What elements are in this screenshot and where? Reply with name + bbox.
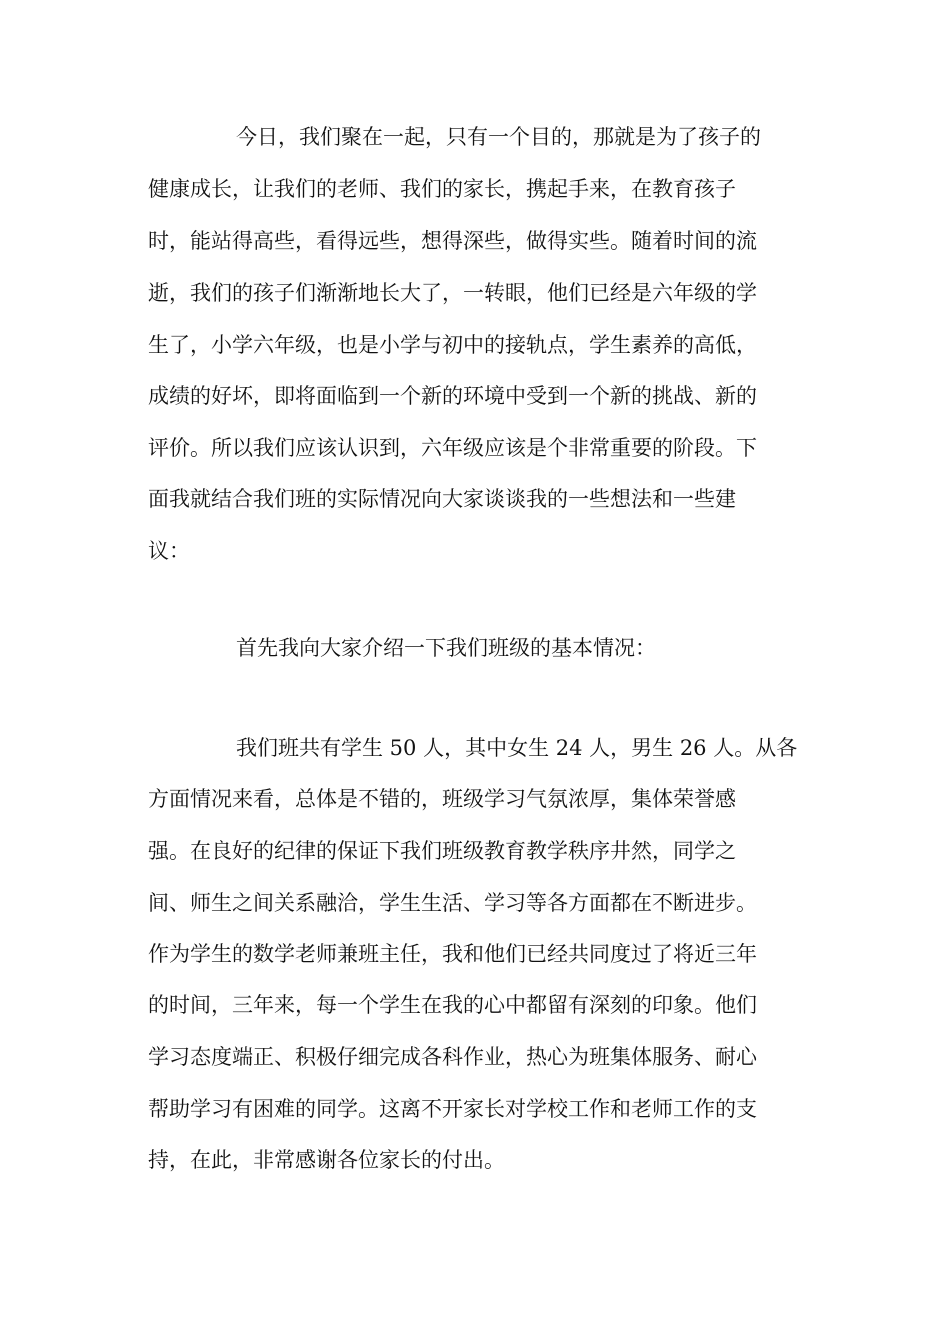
paragraph-3-line: 帮助学习有困难的同学。这离不开家长对学校工作和老师工作的支 [148,1097,757,1121]
paragraph-1-line: 议： [148,539,190,563]
paragraph-3-line: 学习态度端正、积极仔细完成各科作业，热心为班集体服务、耐心 [148,1045,757,1069]
paragraph-1-line: 逝，我们的孩子们渐渐地长大了，一转眼，他们已经是六年级的学 [148,281,757,305]
paragraph-1-line: 今日，我们聚在一起，只有一个目的，那就是为了孩子的 [236,125,761,149]
paragraph-1-line: 时，能站得高些，看得远些，想得深些，做得实些。随着时间的流 [148,229,757,253]
paragraph-3-line: 间、师生之间关系融洽，学生生活、学习等各方面都在不断进步。 [148,891,757,915]
paragraph-3-line: 我们班共有学生 50 人，其中女生 24 人，男生 26 人。从各 [236,736,798,760]
paragraph-2-line: 首先我向大家介绍一下我们班级的基本情况： [236,636,656,660]
paragraph-1-line: 生了，小学六年级，也是小学与初中的接轨点，学生素养的高低， [148,333,757,357]
paragraph-1-line: 评价。所以我们应该认识到，六年级应该是个非常重要的阶段。下 [148,436,757,460]
paragraph-3-line: 持，在此，非常感谢各位家长的付出。 [148,1148,505,1172]
paragraph-3-line: 作为学生的数学老师兼班主任，我和他们已经共同度过了将近三年 [148,942,757,966]
paragraph-1-line: 健康成长，让我们的老师、我们的家长，携起手来，在教育孩子 [148,177,736,201]
paragraph-1-line: 面我就结合我们班的实际情况向大家谈谈我的一些想法和一些建 [148,487,736,511]
paragraph-1-line: 成绩的好坏，即将面临到一个新的环境中受到一个新的挑战、新的 [148,384,757,408]
paragraph-3-line: 方面情况来看，总体是不错的，班级学习气氛浓厚，集体荣誉感 [148,787,736,811]
paragraph-3-line: 的时间，三年来，每一个学生在我的心中都留有深刻的印象。他们 [148,993,757,1017]
paragraph-3-line: 强。在良好的纪律的保证下我们班级教育教学秩序井然，同学之 [148,839,736,863]
